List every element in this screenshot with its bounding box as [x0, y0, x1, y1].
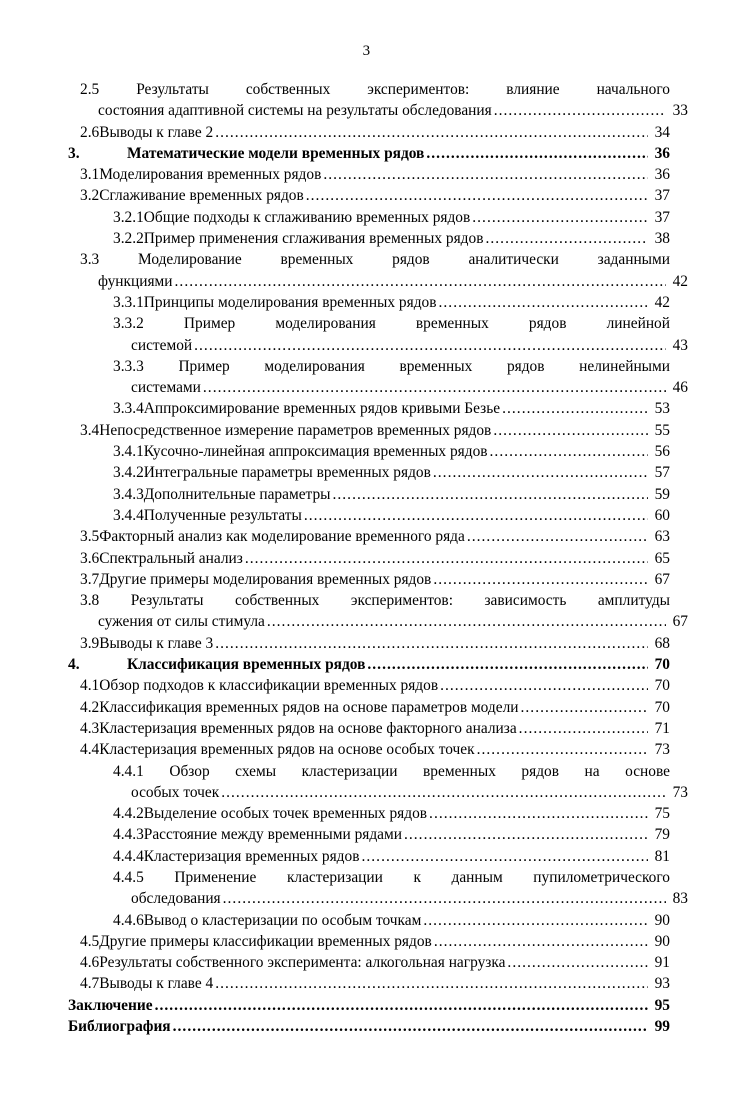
toc-entry-title: Общие подходы к сглаживанию временных рядов [143, 208, 471, 226]
toc-entry-number: 4.2 [80, 698, 100, 716]
toc-entry-line-primary [80, 952, 670, 973]
toc-entry[interactable] [68, 931, 670, 952]
toc-entry-title: Другие примеры моделирования временных рядов [99, 570, 432, 588]
toc-entry-title: Математические модели временных рядов [127, 144, 425, 162]
toc-entry-line-primary [113, 228, 670, 249]
toc-entry[interactable] [68, 973, 670, 994]
toc-entry-title: Моделирование временных рядов аналитически заданными [138, 251, 670, 269]
toc-entry[interactable] [68, 569, 670, 590]
toc-entry-line-primary [113, 824, 670, 845]
toc-entry-page-number: 63 [654, 528, 670, 546]
toc-entry-number: 4.4.4 [113, 847, 144, 865]
toc-entry-line-primary [80, 590, 670, 611]
toc-entry-line-primary [80, 79, 670, 100]
toc-entry-page-number: 36 [654, 166, 670, 184]
toc-entry-page-number: 53 [654, 400, 670, 418]
toc-entry-number: 4. [68, 656, 80, 674]
toc-entry-number: 3.3.3 [113, 357, 144, 375]
toc-entry[interactable] [68, 164, 670, 185]
toc-entry-line-primary [113, 462, 670, 483]
toc-entry-title: Непосредственное измерение параметров временных рядов [99, 421, 492, 439]
dot-leader [490, 441, 648, 462]
dot-leader [521, 697, 648, 718]
toc-entry-page-number: 90 [654, 911, 670, 929]
toc-entry-page-number: 37 [654, 187, 670, 205]
dot-leader [507, 952, 648, 973]
toc-entry-line-primary [113, 356, 670, 377]
toc-entry-title: Результаты собственного эксперимента: алкогольная нагрузка [99, 954, 506, 972]
dot-leader [426, 143, 648, 164]
toc-entry-line-primary [80, 122, 670, 143]
dot-leader [203, 377, 666, 398]
toc-entry-line-primary [80, 569, 670, 590]
toc-entry-line-primary [80, 931, 670, 952]
toc-entry[interactable] [68, 228, 670, 249]
toc-entry[interactable] [68, 207, 670, 228]
toc-entry[interactable] [68, 803, 670, 824]
toc-entry-line-primary [80, 697, 670, 718]
page-folio-number: 3 [362, 43, 371, 59]
toc-entry-title: Применение кластеризации к данным пупилометрического [174, 868, 671, 886]
toc-entry[interactable] [68, 952, 670, 973]
toc-entry-title-continued: сужения от силы стимула [98, 613, 265, 631]
toc-entry-number: 3.7 [80, 570, 100, 588]
dot-leader [332, 484, 648, 505]
toc-entry[interactable] [68, 633, 670, 654]
toc-entry-title: Классификация временных рядов [127, 656, 366, 674]
dot-leader [434, 931, 648, 952]
toc-entry-page-number: 75 [654, 805, 670, 823]
toc-entry[interactable] [68, 462, 670, 483]
toc-entry-number: 4.1 [80, 677, 100, 695]
toc-entry[interactable] [68, 739, 670, 760]
dot-leader [472, 207, 648, 228]
toc-entry-page-number: 60 [654, 506, 670, 524]
toc-entry-line-primary [80, 164, 670, 185]
toc-entry-number: 3.4.1 [113, 443, 144, 461]
dot-leader [194, 335, 666, 356]
toc-entry-page-number: 68 [654, 634, 670, 652]
dot-leader [175, 271, 666, 292]
dot-leader [494, 100, 666, 121]
toc-entry-number: 4.5 [80, 932, 100, 950]
toc-entry-line-continuation [113, 377, 688, 398]
toc-entry-line-primary [80, 548, 670, 569]
toc-entry-title-continued: системой [131, 336, 193, 354]
toc-entry-number: 3.4.2 [113, 464, 144, 482]
toc-entry[interactable] [68, 79, 688, 122]
toc-entry-title: Сглаживание временных рядов [99, 187, 304, 205]
toc-entry[interactable] [68, 122, 670, 143]
toc-entry-line-primary [68, 995, 670, 1016]
toc-entry-page-number: 65 [654, 549, 670, 567]
toc-entry-line-primary [80, 973, 670, 994]
toc-entry-line-continuation [80, 100, 688, 121]
dot-leader [221, 782, 666, 803]
toc-entry-line-primary [68, 654, 670, 675]
toc-entry-line-primary [80, 739, 670, 760]
toc-entry-number: 4.4.2 [113, 805, 144, 823]
toc-entry-line-primary [80, 249, 670, 270]
toc-entry-line-primary [80, 718, 670, 739]
toc-entry-line-continuation [80, 611, 688, 632]
toc-entry-page-number: 56 [654, 443, 670, 461]
toc-entry-number: 3.5 [80, 528, 100, 546]
toc-entry-number: 4.4.1 [113, 762, 144, 780]
dot-leader [404, 824, 648, 845]
dot-leader [493, 420, 648, 441]
toc-entry[interactable] [68, 313, 688, 356]
toc-entry-page-number: 59 [654, 485, 670, 503]
toc-entry-line-primary [80, 185, 670, 206]
toc-entry-page-number: 93 [654, 975, 670, 993]
toc-entry-page-number: 67 [672, 613, 688, 631]
toc-entry[interactable] [68, 654, 670, 675]
toc-entry-title-continued: обследования [131, 890, 221, 908]
toc-entry-page-number: 38 [654, 230, 670, 248]
toc-entry-title: Моделирования временных рядов [99, 166, 322, 184]
toc-entry-number: 3.4 [80, 421, 100, 439]
toc-entry-title-continued: особых точек [131, 783, 220, 801]
toc-entry-title: Результаты собственных экспериментов: зависимость амплитуды [130, 592, 670, 610]
dot-leader [215, 973, 648, 994]
toc-entry-number: 3.2.2 [113, 230, 144, 248]
dot-leader [215, 122, 648, 143]
toc-entry-title: Факторный анализ как моделирование временного ряда [99, 528, 465, 546]
toc-entry-title: Полученные результаты [143, 506, 302, 524]
toc-entry-title: Пример применения сглаживания временных рядов [143, 230, 484, 248]
toc-entry-number: 4.7 [80, 975, 100, 993]
toc-entry-page-number: 43 [672, 336, 688, 354]
toc-entry[interactable] [68, 398, 670, 419]
toc-entry-line-continuation [80, 271, 688, 292]
toc-entry-page-number: 81 [654, 847, 670, 865]
toc-entry-number: 4.4 [80, 741, 100, 759]
toc-entry[interactable] [68, 143, 670, 164]
toc-entry-title: Заключение [68, 996, 153, 1014]
toc-entry-number: 3. [68, 144, 80, 162]
toc-entry-title: Обзор схемы кластеризации временных рядов на основе [169, 762, 670, 780]
toc-entry[interactable] [68, 718, 670, 739]
toc-entry-title: Другие примеры классификации временных рядов [99, 932, 432, 950]
toc-entry-page-number: 42 [672, 272, 688, 290]
dot-leader [267, 611, 666, 632]
toc-entry-page-number: 90 [654, 932, 670, 950]
toc-entry-title: Дополнительные параметры [143, 485, 331, 503]
toc-entry-page-number: 36 [654, 144, 670, 162]
toc-entry-title: Выводы к главе 4 [99, 975, 214, 993]
toc-entry-title: Вывод о кластеризации по особым точкам [143, 911, 422, 929]
toc-entry-title: Расстояние между временными рядами [143, 826, 402, 844]
toc-entry-line-primary [113, 505, 670, 526]
toc-entry-page-number: 33 [672, 102, 688, 120]
dot-leader [367, 654, 648, 675]
dot-leader [306, 185, 648, 206]
toc-entry-number: 3.8 [80, 592, 100, 610]
dot-leader [245, 548, 648, 569]
toc-entry-number: 2.6 [80, 123, 100, 141]
toc-entry-page-number: 91 [654, 954, 670, 972]
toc-entry-title-continued: системами [131, 379, 201, 397]
toc-entry-title: Аппроксимирование временных рядов кривыми Безье [143, 400, 501, 418]
toc-entry[interactable] [68, 846, 670, 867]
toc-entry-page-number: 70 [654, 698, 670, 716]
toc-entry-page-number: 71 [654, 719, 670, 737]
toc-entry-number: 4.6 [80, 954, 100, 972]
toc-entry[interactable] [68, 441, 670, 462]
toc-entry-page-number: 67 [654, 570, 670, 588]
toc-entry-page-number: 46 [672, 379, 688, 397]
toc-entry[interactable] [68, 761, 688, 804]
toc-entry-number: 3.9 [80, 634, 100, 652]
toc-entry[interactable] [68, 185, 670, 206]
toc-entry[interactable] [68, 995, 670, 1016]
toc-entry-number: 3.2 [80, 187, 100, 205]
dot-leader [519, 718, 648, 739]
toc-entry-line-primary [113, 207, 670, 228]
dot-leader [502, 398, 648, 419]
toc-entry-number: 3.4.4 [113, 506, 144, 524]
dot-leader [423, 910, 648, 931]
toc-entry-title: Обзор подходов к классификации временных рядов [99, 677, 439, 695]
toc-entry-page-number: 34 [654, 123, 670, 141]
toc-entry-number: 3.1 [80, 166, 100, 184]
toc-entry-page-number: 95 [654, 996, 670, 1014]
toc-entry-page-number: 73 [672, 783, 688, 801]
toc-entry-line-primary [80, 675, 670, 696]
dot-leader [467, 526, 648, 547]
toc-entry-line-primary [113, 292, 670, 313]
dot-leader [439, 292, 648, 313]
toc-entry[interactable] [68, 824, 670, 845]
toc-entry[interactable] [68, 420, 670, 441]
toc-entry[interactable] [68, 292, 670, 313]
toc-entry-title: Выводы к главе 2 [99, 123, 214, 141]
toc-entry-line-primary [68, 1016, 670, 1037]
toc-entry-title-continued: состояния адаптивной системы на результаты обследования [98, 102, 492, 120]
toc-entry-title: Принципы моделирования временных рядов [143, 293, 437, 311]
toc-entry-title: Библиография [68, 1018, 171, 1036]
toc-entry-line-primary [113, 484, 670, 505]
toc-entry-title: Выделение особых точек временных рядов [143, 805, 428, 823]
toc-entry[interactable] [68, 484, 670, 505]
toc-entry-title: Выводы к главе 3 [99, 634, 214, 652]
toc-entry-title: Пример моделирования временных рядов линейной [183, 315, 670, 333]
dot-leader [433, 462, 648, 483]
toc-entry-line-primary [113, 910, 670, 931]
toc-entry-title: Кластеризация временных рядов на основе особых точек [99, 741, 475, 759]
toc-entry-number: 3.3.1 [113, 293, 144, 311]
dot-leader [429, 803, 648, 824]
toc-entry-title: Кластеризация временных рядов [143, 847, 360, 865]
toc-entry-number: 4.4.3 [113, 826, 144, 844]
toc-entry-title: Кластеризация временных рядов на основе факторного анализа [99, 719, 517, 737]
toc-entry-number: 4.4.5 [113, 868, 144, 886]
dot-leader [440, 675, 648, 696]
toc-entry-title: Результаты собственных экспериментов: влияние начального [136, 81, 670, 98]
toc-entry[interactable] [68, 249, 688, 292]
toc-entry[interactable] [68, 548, 670, 569]
toc-entry[interactable] [68, 697, 670, 718]
toc-entry-number: 3.6 [80, 549, 100, 567]
toc-entry-page-number: 37 [654, 208, 670, 226]
dot-leader [304, 505, 648, 526]
toc-entry-number: 4.4.6 [113, 911, 144, 929]
toc-entry-line-continuation [113, 335, 688, 356]
toc-entry-title: Спектральный анализ [99, 549, 243, 567]
toc-entry-title: Кусочно-линейная аппроксимация временных рядов [143, 443, 488, 461]
toc-entry-line-primary [113, 313, 670, 334]
toc-entry-number: 3.3.2 [113, 315, 144, 333]
toc-entry-number: 3.3 [80, 251, 100, 269]
toc-entry-line-primary [80, 420, 670, 441]
toc-entry-line-primary [113, 803, 670, 824]
toc-entry-number: 3.2.1 [113, 208, 144, 226]
toc-entry-line-primary [80, 633, 670, 654]
toc-entry-title: Интегральные параметры временных рядов [143, 464, 431, 482]
toc-entry-title: Классификация временных рядов на основе параметров модели [99, 698, 519, 716]
toc-entry-page-number: 42 [654, 293, 670, 311]
dot-leader [433, 569, 648, 590]
dot-leader [361, 846, 648, 867]
toc-entry-page-number: 79 [654, 826, 670, 844]
toc-entry-page-number: 57 [654, 464, 670, 482]
toc-entry-line-primary [113, 846, 670, 867]
toc-entry-line-primary [113, 398, 670, 419]
dot-leader [323, 164, 648, 185]
toc-entry-line-primary [80, 526, 670, 547]
toc-entry-page-number: 83 [672, 890, 688, 908]
toc-entry[interactable] [68, 526, 670, 547]
dot-leader [173, 1016, 648, 1037]
toc-entry-page-number: 70 [654, 677, 670, 695]
toc-entry-number: 3.3.4 [113, 400, 144, 418]
dot-leader [223, 888, 666, 909]
toc-entry-title-continued: функциями [98, 272, 173, 290]
toc-entry-number: 3.4.3 [113, 485, 144, 503]
toc-entry-line-primary [113, 441, 670, 462]
toc-entry-line-continuation [113, 782, 688, 803]
toc-entry-line-primary [113, 867, 670, 888]
dot-leader [477, 739, 648, 760]
toc-entry-title: Пример моделирования временных рядов нелинейными [178, 357, 671, 375]
toc-entry-page-number: 70 [654, 656, 670, 674]
toc-entry-line-primary [68, 143, 670, 164]
dot-leader [215, 633, 648, 654]
toc-entry-page-number: 55 [654, 421, 670, 439]
toc-entry[interactable] [68, 590, 688, 633]
toc-entry-line-continuation [113, 888, 688, 909]
toc-entry-page-number: 99 [654, 1018, 670, 1036]
toc-entry[interactable] [68, 675, 670, 696]
dot-leader [155, 995, 648, 1016]
toc-entry[interactable] [68, 356, 688, 399]
table-of-contents [0, 79, 733, 1037]
toc-entry[interactable] [68, 1016, 670, 1037]
toc-entry-page-number: 73 [654, 741, 670, 759]
toc-entry[interactable] [68, 867, 688, 910]
dot-leader [485, 228, 648, 249]
toc-entry-number: 4.3 [80, 719, 100, 737]
toc-entry-line-primary [113, 761, 670, 782]
toc-entry[interactable] [68, 505, 670, 526]
toc-entry-number: 2.5 [80, 81, 100, 98]
toc-entry[interactable] [68, 910, 670, 931]
